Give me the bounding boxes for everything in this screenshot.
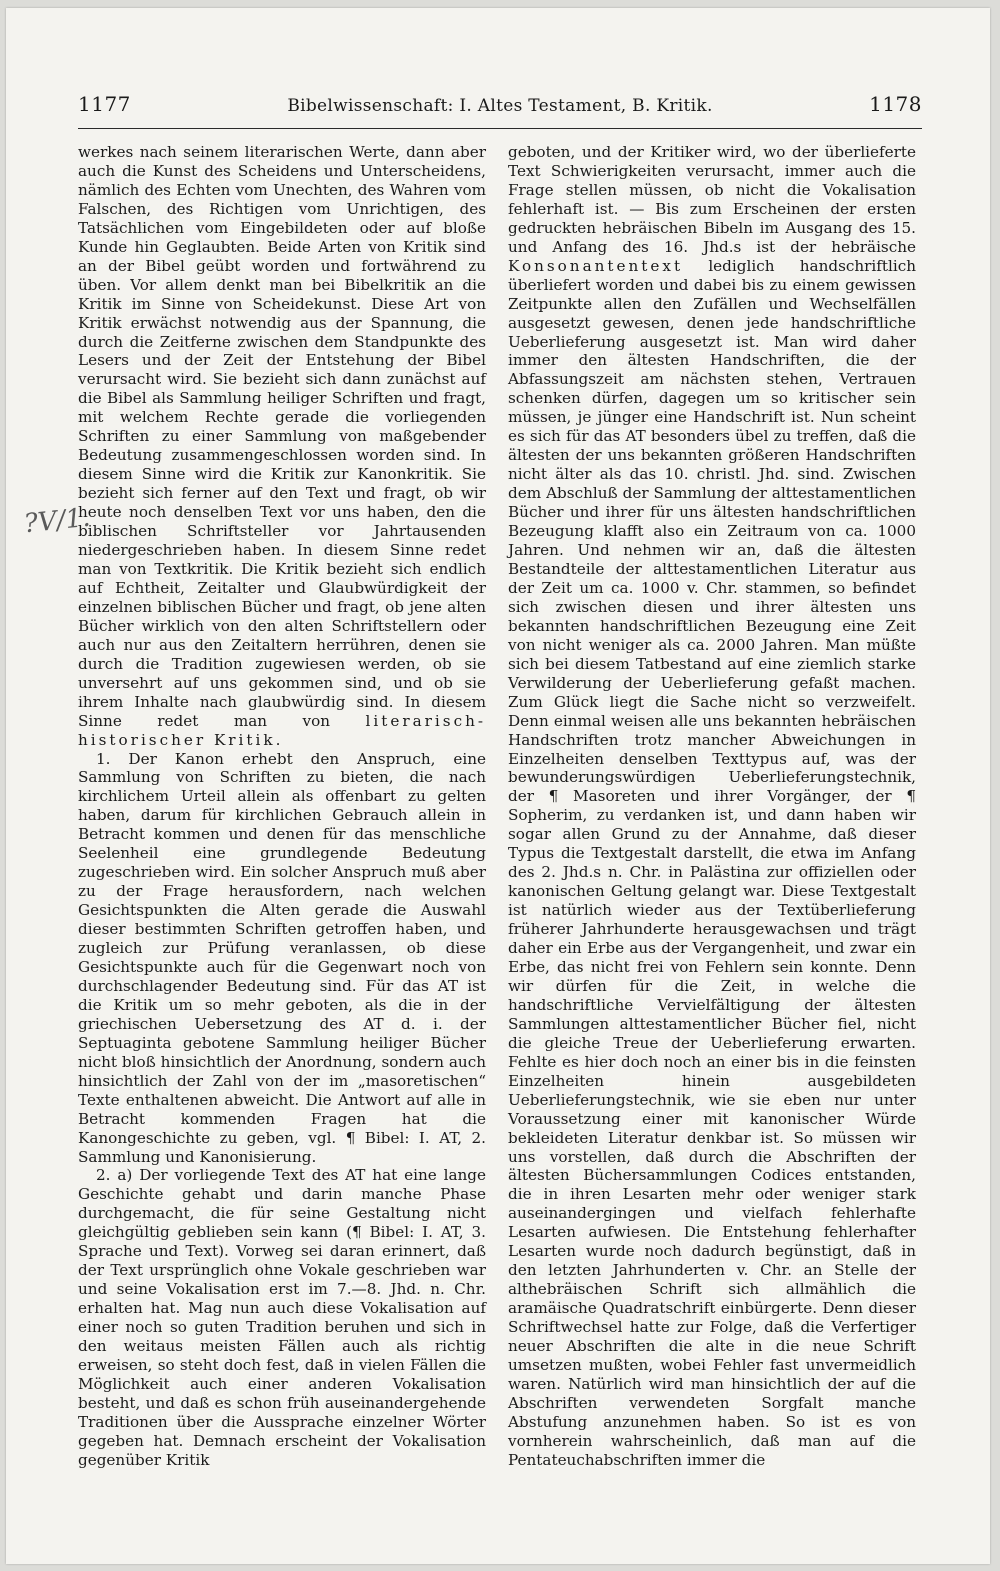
paragraph: 1. Der Kanon erhebt den Anspruch, eine Sammlung von Schriften zu bieten, die nach kirchlichem Urteil allein als offenbart zu gelten haben, darum für kirchlichen Gebrauch allein in Betracht kommen und denen für das menschliche Seelenheil eine grundlegende Bedeutung zugeschrieben wird. Ein solcher Anspruch muß aber zu der Frage herausfordern, nach welchen Gesichtspunkten die Alten gerade die Auswahl dieser bestimmten Schriften getroffen haben, und zugleich zur Prüfung veranlassen, ob diese Gesichtspunkte auch für die Gegenwart noch von durchschlagender Bedeutung sind. Für das AT ist die Kritik um so mehr geboten, als die in der griechischen Uebersetzung des AT d. i. der Septuaginta gebotene Sammlung heiliger Bücher nicht bloß hinsichtlich der Anordnung, sondern auch hinsichtlich der Zahl von der im „masoretischen“ Texte enthaltenen abweicht. Die Antwort auf alle in Betracht kommenden Fragen hat die Kanongeschichte zu geben, vgl. ¶ Bibel: I. AT, 2. Sammlung und Kanonisierung. bbox=[78, 749, 486, 1166]
left-page-number: 1177 bbox=[78, 92, 131, 116]
header-rule bbox=[78, 128, 922, 129]
paragraph bbox=[508, 143, 916, 1470]
paragraph-text: geboten, und der Kritiker wird, wo der überlieferte Text Schwierigkeiten verursacht, immer auch die Frage stellen müssen, ob nicht die Vokalisation fehlerhaft ist. — Bis zum Erscheinen der ersten gedruckten hebräischen Bibeln im Ausgang des 15. und Anfang des 16. Jhd.s ist der hebräische bbox=[508, 143, 916, 256]
paragraph-text: lediglich handschriftlich überliefert worden und dabei bis zu einem gewissen Zeitpunkte allen den Zufällen und Wechselfällen ausgesetzt gewesen, denen jede handschriftliche Ueberlieferung ausgesetzt ist. Man wird daher immer den ältesten Handschriften, die der Abfassungszeit am nächsten stehen, Vertrauen schenken dürfen, dagegen um so kritischer sein müssen, je jünger eine Handschrift ist. Nun scheint es sich für das AT besonders übel zu treffen, daß die ältesten der uns bekannten größeren Handschriften nicht älter als das 10. christl. Jhd. sind. Zwischen dem Abschluß der Sammlung der alttestamentlichen Bücher und ihrer für uns ältesten handschriftlichen Bezeugung klafft also ein Zeitraum von ca. 1000 Jahren. Und nehmen wir an, daß die ältesten Bestandteile der alttestamentlichen Literatur aus der Zeit um ca. 1000 v. Chr. stammen, so befindet sich zwischen diesen und ihrer ältesten uns bekannten handschriftlichen Bezeugung eine Zeit von nicht weniger als ca. 2000 Jahren. Man müßte sich bei diesem Tatbestand auf eine ziemlich starke Verwilderung der Ueberlieferung gefaßt machen. Zum Glück liegt die Sache nicht so verzweifelt. Denn einmal weisen alle uns bekannten hebräischen Handschriften trotz mancher Abweichungen in Einzelheiten denselben Texttypus auf, was der bewunderungswürdigen Ueberlieferungstechnik, der ¶ Masoreten und ihrer Vorgänger, der ¶ Sopherim, zu verdanken ist, und dann haben wir sogar allen Grund zu der Annahme, daß dieser Typus die Textgestalt darstellt, die etwa im Anfang des 2. Jhd.s n. Chr. in Palästina zur offiziellen oder kanonischen Geltung gelangt war. Diese Textgestalt ist natürlich wieder aus der Textüberlieferung früherer Jahrhunderte herausgewachsen und trägt daher ein Erbe aus der Vergangenheit, und zwar ein Erbe, das nicht frei von Fehlern sein konnte. Denn wir dürfen für die Zeit, in welche die handschriftliche Vervielfältigung der ältesten Sammlungen alttestamentlicher Bücher fiel, nicht die gleiche Treue der Ueberlieferung erwarten. Fehlte es hier doch noch an einer bis in die feinsten Einzelheiten hinein ausgebildeten Ueberlieferungstechnik, wie sie eben nur unter Voraussetzung einer mit kanonischer Würde bekleideten Literatur denkbar ist. So müssen wir uns vorstellen, daß durch die Abschriften der ältesten Büchersammlungen Codices entstanden, die in ihren Lesarten mehr oder weniger stark auseinandergingen und vielfach fehlerhafte Lesarten aufwiesen. Die Entstehung fehlerhafter Lesarten wurde noch dadurch begünstigt, daß in den letzten Jahrhunderten v. Chr. an Stelle der althebräischen Schrift sich allmählich die aramäische Quadratschrift einbürgerte. Denn dieser Schriftwechsel hatte zur Folge, daß die Verfertiger neuer Abschriften die alte in die neue Schrift umsetzen mußten, wobei Fehler fast unvermeidlich waren. Natürlich wird man hinsichtlich der auf die Abschriften verwendeten Sorgfalt manche Abstufung anzunehmen haben. So ist es von vornherein wahrscheinlich, daß man auf die Pentateuchabschriften immer die bbox=[508, 256, 916, 1469]
paragraph-text: werkes nach seinem literarischen Werte, dann aber auch die Kunst des Scheidens und Unterscheidens, nämlich des Echten vom Unechten, des Wahren vom Falschen, des Richtigen vom Unrichtigen, des Tatsächlichen vom Eingebildeten oder auf bloße Kunde hin Geglaubten. Beide Arten von Kritik sind an der Bibel geübt worden und fortwährend zu üben. Vor allem denkt man bei Bibelkritik an die Kritik im Sinne von Scheidekunst. Diese Art von Kritik erwächst notwendig aus der Spannung, die durch die Zeitferne zwischen dem Standpunkte des Lesers und der Zeit der Entstehung der Bibel verursacht wird. Sie bezieht sich dann zunächst auf die Bibel als Sammlung heiliger Schriften und fragt, mit welchem Rechte gerade die vorliegenden Schriften zu einer Sammlung von maßgebender Bedeutung zusammengeschlossen worden sind. In diesem Sinne wird die Kritik zur Kanonkritik. Sie bezieht sich ferner auf den Text und fragt, ob wir heute noch denselben Text vor uns haben, den die biblischen Schriftsteller vor Jahrtausenden niedergeschrieben haben. In diesem Sinne redet man von Textkritik. Die Kritik bezieht sich endlich auf Echtheit, Zeitalter und Glaubwürdigkeit der einzelnen biblischen Bücher und fragt, ob jene alten Bücher wirklich von den alten Schriftstellern oder auch nur aus den Zeitaltern herrühren, denen sie durch die Tradition zugewiesen werden, ob sie unversehrt auf uns gekommen sind, und ob sie ihrem Inhalte nach glaubwürdig sind. In diesem Sinne redet man von bbox=[78, 143, 486, 730]
page-header bbox=[78, 92, 922, 124]
right-column bbox=[508, 143, 916, 1470]
right-page-number: 1178 bbox=[869, 92, 922, 116]
spaced-term: Konsonantentext bbox=[508, 256, 684, 275]
paragraph bbox=[78, 143, 486, 750]
paragraph: 2. a) Der vorliegende Text des AT hat eine lange Geschichte gehabt und darin manche Phase durchgemacht, die für seine Gestaltung nicht gleichgültig geblieben sein kann (¶ Bibel: I. AT, 3. Sprache und Text). Vorweg sei daran erinnert, daß der Text ursprünglich ohne Vokale geschrieben war und seine Vokalisation erst im 7.—8. Jhd. n. Chr. erhalten hat. Mag nun auch diese Vokalisation auf einer noch so guten Tradition beruhen und sich in den weitaus meisten Fällen auch als richtig erweisen, so steht doch fest, daß in vielen Fällen die Möglichkeit auch einer anderen Vokalisation besteht, und daß es schon früh auseinandergehende Traditionen über die Aussprache einzelner Wörter gegeben hat. Demnach erscheint der Vokalisation gegenüber Kritik bbox=[78, 1166, 486, 1469]
left-column bbox=[78, 143, 486, 1470]
running-title: Bibelwissenschaft: I. Altes Testament, B. Kritik. bbox=[287, 96, 713, 116]
spaced-term: literarisch-historischer Kritik. bbox=[78, 711, 486, 749]
handwritten-margin-note: ?V/1. bbox=[22, 502, 92, 540]
